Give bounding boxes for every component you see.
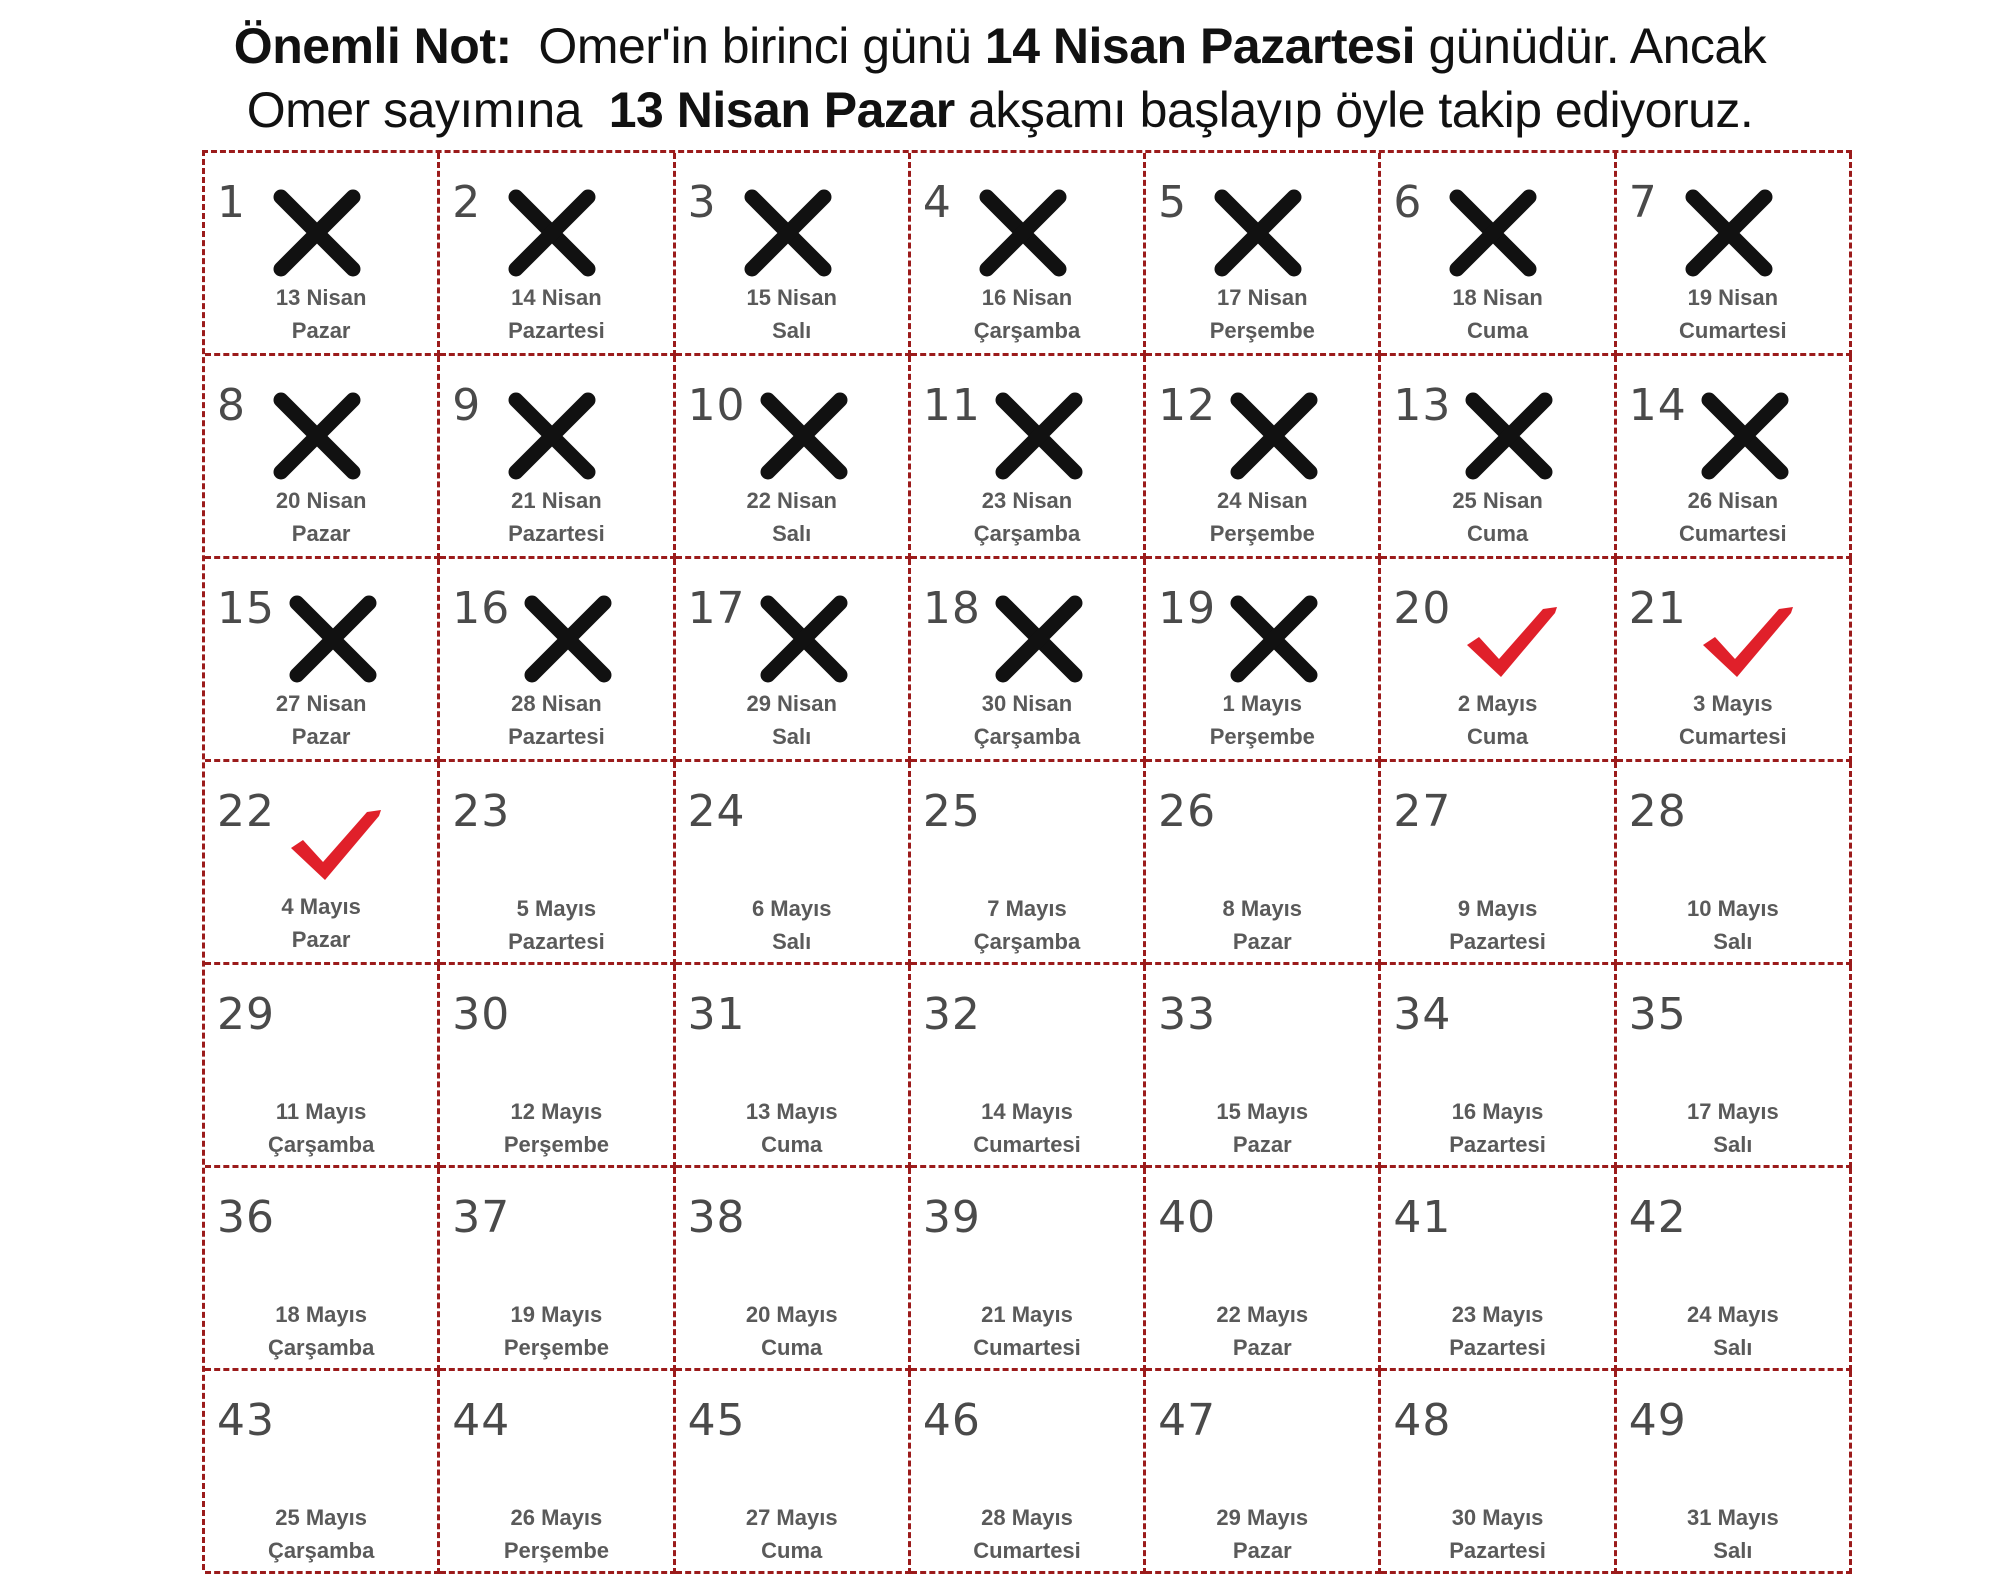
day-number: 5 (1158, 177, 1188, 228)
important-note (0, 14, 2000, 142)
date-label: 29 Nisan (746, 691, 837, 716)
check-mark-icon (283, 788, 383, 888)
weekday-label: Salı (772, 724, 812, 749)
date-label: 18 Nisan (1452, 285, 1543, 310)
date-label: 15 Nisan (746, 285, 837, 310)
day-number: 8 (217, 380, 246, 431)
date-label: 17 Mayıs (1686, 1099, 1779, 1124)
date-label: 10 Mayıs (1686, 896, 1779, 921)
date-label: 26 Nisan (1687, 488, 1779, 513)
date-label: 23 Nisan (981, 488, 1073, 513)
weekday-label: Perşembe (1209, 724, 1315, 749)
day-number: 37 (452, 1192, 511, 1243)
date-label: 13 Nisan (275, 285, 367, 310)
date-label: 17 Nisan (1217, 285, 1308, 310)
cross-mark-icon (1695, 386, 1795, 486)
day-date (440, 1298, 672, 1364)
day-number: 49 (1628, 1395, 1687, 1446)
day-number: 12 (1158, 380, 1217, 431)
day-date (1381, 1298, 1613, 1364)
omer-day-cell (676, 1371, 911, 1574)
day-number: 14 (1628, 380, 1687, 431)
day-date (1146, 1298, 1378, 1364)
date-label: 24 Mayıs (1686, 1302, 1779, 1327)
day-number: 21 (1628, 583, 1687, 634)
day-date (1381, 281, 1613, 347)
omer-day-cell (676, 356, 911, 559)
weekday-label: Salı (1713, 929, 1753, 954)
weekday-label: Cumartesi (1679, 521, 1787, 546)
date-label: 22 Mayıs (1216, 1302, 1309, 1327)
day-date (1381, 1501, 1613, 1567)
cross-mark-icon (989, 386, 1089, 486)
day-number: 46 (922, 1395, 981, 1446)
weekday-label: Pazartesi (508, 318, 605, 343)
omer-day-cell (1617, 965, 1852, 1168)
omer-day-cell (1617, 559, 1852, 762)
weekday-label: Çarşamba (267, 1132, 375, 1157)
note-label: Önemli Not: (233, 18, 512, 74)
weekday-label: Pazartesi (1449, 1538, 1546, 1563)
note-line1-bold: 14 Nisan Pazartesi (984, 18, 1416, 74)
weekday-label: Pazar (1232, 1538, 1292, 1563)
date-label: 4 Mayıs (281, 894, 361, 919)
day-date (676, 1298, 908, 1364)
omer-day-cell (1381, 1168, 1616, 1371)
date-label: 18 Mayıs (275, 1302, 367, 1327)
day-number: 20 (1393, 583, 1452, 634)
weekday-label: Pazartesi (508, 724, 605, 749)
day-date (1146, 1095, 1378, 1161)
weekday-label: Çarşamba (267, 1335, 375, 1360)
day-date (1146, 892, 1378, 958)
day-number: 45 (687, 1395, 746, 1446)
weekday-label: Salı (772, 521, 812, 546)
day-date (440, 892, 672, 958)
day-number: 16 (452, 583, 511, 634)
cross-mark-icon (973, 183, 1073, 283)
omer-day-cell (911, 1168, 1146, 1371)
weekday-label: Pazartesi (508, 521, 605, 546)
note-line1-text2: günüdür. Ancak (1428, 18, 1767, 74)
cross-mark-icon (267, 386, 367, 486)
date-label: 30 Nisan (981, 691, 1073, 716)
day-date (1146, 1501, 1378, 1567)
omer-day-cell (205, 762, 440, 965)
omer-day-cell (1381, 153, 1616, 356)
omer-day-cell (1381, 762, 1616, 965)
day-date (676, 281, 908, 347)
day-number: 4 (922, 177, 952, 228)
date-label: 7 Mayıs (987, 896, 1067, 921)
weekday-label: Pazar (291, 724, 351, 749)
omer-day-cell (911, 153, 1146, 356)
cross-mark-icon (283, 589, 383, 689)
omer-day-cell (1381, 559, 1616, 762)
date-label: 30 Mayıs (1451, 1505, 1544, 1530)
day-date (911, 1095, 1143, 1161)
day-number: 41 (1393, 1192, 1452, 1243)
day-number: 10 (687, 380, 746, 431)
date-label: 25 Mayıs (275, 1505, 367, 1530)
day-date (911, 687, 1143, 753)
day-date (676, 687, 908, 753)
weekday-label: Cumartesi (1679, 318, 1787, 343)
day-date (1617, 484, 1849, 550)
date-label: 2 Mayıs (1457, 691, 1538, 716)
date-label: 28 Nisan (511, 691, 602, 716)
day-number: 13 (1393, 380, 1452, 431)
day-number: 42 (1628, 1192, 1687, 1243)
day-number: 47 (1158, 1395, 1217, 1446)
day-number: 24 (687, 786, 746, 837)
note-line2-text2: akşamı başlayıp öyle takip ediyoruz. (968, 82, 1754, 138)
note-line-2 (0, 78, 2000, 142)
day-date (205, 484, 437, 550)
omer-day-cell (205, 356, 440, 559)
date-label: 20 Mayıs (745, 1302, 838, 1327)
date-label: 31 Mayıs (1686, 1505, 1779, 1530)
date-label: 14 Mayıs (981, 1099, 1073, 1124)
day-date (1146, 484, 1378, 550)
weekday-label: Pazartesi (1449, 1132, 1546, 1157)
omer-day-cell (1617, 153, 1852, 356)
day-date (676, 892, 908, 958)
date-label: 25 Nisan (1452, 488, 1543, 513)
day-number: 22 (217, 786, 275, 837)
omer-day-cell (676, 965, 911, 1168)
omer-day-cell (1146, 965, 1381, 1168)
day-number: 40 (1158, 1192, 1217, 1243)
weekday-label: Salı (772, 929, 812, 954)
omer-day-cell (1617, 356, 1852, 559)
day-date (911, 1298, 1143, 1364)
cross-mark-icon (1208, 183, 1308, 283)
omer-day-cell (676, 153, 911, 356)
day-date (205, 890, 437, 956)
omer-day-cell (205, 153, 440, 356)
date-label: 19 Mayıs (510, 1302, 603, 1327)
date-label: 8 Mayıs (1222, 896, 1303, 921)
day-date (440, 1501, 672, 1567)
day-date (440, 484, 672, 550)
omer-day-cell (1146, 559, 1381, 762)
day-number: 26 (1158, 786, 1217, 837)
day-date (911, 281, 1143, 347)
day-number: 38 (687, 1192, 746, 1243)
omer-day-cell (911, 356, 1146, 559)
date-label: 20 Nisan (275, 488, 367, 513)
day-number: 1 (217, 177, 246, 228)
date-label: 21 Nisan (511, 488, 602, 513)
cross-mark-icon (518, 589, 618, 689)
cross-mark-icon (738, 183, 838, 283)
date-label: 27 Nisan (275, 691, 367, 716)
day-date (205, 1095, 437, 1161)
day-number: 7 (1628, 177, 1658, 228)
day-date (205, 1501, 437, 1567)
weekday-label: Cuma (761, 1538, 823, 1563)
weekday-label: Cumartesi (973, 1538, 1081, 1563)
day-date (911, 892, 1143, 958)
omer-day-cell (205, 1168, 440, 1371)
check-mark-icon (1459, 585, 1559, 685)
day-date (205, 1298, 437, 1364)
weekday-label: Perşembe (503, 1335, 610, 1360)
day-date (440, 1095, 672, 1161)
weekday-label: Cuma (761, 1132, 823, 1157)
day-number: 44 (452, 1395, 511, 1446)
weekday-label: Salı (1713, 1335, 1753, 1360)
date-label: 9 Mayıs (1457, 896, 1538, 921)
weekday-label: Pazartesi (1449, 1335, 1546, 1360)
omer-day-cell (1381, 1371, 1616, 1574)
omer-day-cell (911, 762, 1146, 965)
omer-day-cell (1381, 356, 1616, 559)
date-label: 24 Nisan (1217, 488, 1308, 513)
date-label: 1 Mayıs (1222, 691, 1303, 716)
omer-day-cell (440, 965, 675, 1168)
day-date (1617, 1501, 1849, 1567)
omer-day-cell (911, 1371, 1146, 1574)
date-label: 23 Mayıs (1451, 1302, 1544, 1327)
date-label: 15 Mayıs (1216, 1099, 1309, 1124)
weekday-label: Pazartesi (1449, 929, 1546, 954)
day-number: 3 (687, 177, 717, 228)
day-date (1381, 1095, 1613, 1161)
day-number: 39 (922, 1192, 981, 1243)
omer-day-cell (911, 965, 1146, 1168)
day-number: 32 (922, 989, 981, 1040)
day-date (1617, 687, 1849, 753)
day-number: 15 (217, 583, 275, 634)
omer-day-cell (1146, 1371, 1381, 1574)
day-date (1381, 892, 1613, 958)
weekday-label: Salı (772, 318, 812, 343)
day-number: 17 (687, 583, 746, 634)
cross-mark-icon (502, 386, 602, 486)
weekday-label: Cumartesi (973, 1335, 1081, 1360)
weekday-label: Pazar (291, 927, 351, 952)
day-date (1381, 484, 1613, 550)
day-number: 23 (452, 786, 511, 837)
date-label: 16 Nisan (981, 285, 1073, 310)
weekday-label: Pazartesi (508, 929, 605, 954)
weekday-label: Cuma (1467, 724, 1529, 749)
cross-mark-icon (1224, 386, 1324, 486)
omer-day-cell (1381, 965, 1616, 1168)
date-label: 21 Mayıs (981, 1302, 1073, 1327)
cross-mark-icon (754, 386, 854, 486)
day-date (1617, 1095, 1849, 1161)
day-date (1146, 687, 1378, 753)
omer-day-cell (205, 1371, 440, 1574)
date-label: 13 Mayıs (745, 1099, 838, 1124)
day-number: 27 (1393, 786, 1452, 837)
date-label: 14 Nisan (511, 285, 602, 310)
weekday-label: Çarşamba (973, 929, 1081, 954)
day-date (1617, 281, 1849, 347)
omer-day-cell (676, 559, 911, 762)
day-date (911, 1501, 1143, 1567)
day-date (1146, 281, 1378, 347)
weekday-label: Çarşamba (973, 318, 1081, 343)
note-line2-bold: 13 Nisan Pazar (608, 82, 955, 138)
weekday-label: Pazar (291, 521, 351, 546)
cross-mark-icon (502, 183, 602, 283)
weekday-label: Pazar (1232, 1132, 1292, 1157)
day-number: 18 (922, 583, 981, 634)
day-number: 9 (452, 380, 482, 431)
day-number: 30 (452, 989, 511, 1040)
date-label: 11 Mayıs (275, 1099, 367, 1124)
day-number: 6 (1393, 177, 1423, 228)
day-number: 2 (452, 177, 482, 228)
weekday-label: Pazar (1232, 1335, 1292, 1360)
omer-day-cell (440, 1168, 675, 1371)
omer-day-cell (205, 559, 440, 762)
day-number: 19 (1158, 583, 1217, 634)
weekday-label: Salı (1713, 1538, 1753, 1563)
date-label: 16 Mayıs (1451, 1099, 1544, 1124)
day-date (205, 687, 437, 753)
weekday-label: Cumartesi (973, 1132, 1081, 1157)
day-number: 33 (1158, 989, 1217, 1040)
weekday-label: Çarşamba (267, 1538, 375, 1563)
day-number: 28 (1628, 786, 1687, 837)
omer-calendar-grid (202, 150, 1852, 1570)
weekday-label: Perşembe (1209, 521, 1315, 546)
date-label: 12 Mayıs (510, 1099, 603, 1124)
date-label: 27 Mayıs (745, 1505, 838, 1530)
cross-mark-icon (1459, 386, 1559, 486)
day-number: 48 (1393, 1395, 1452, 1446)
weekday-label: Perşembe (1209, 318, 1315, 343)
omer-day-cell (440, 559, 675, 762)
omer-day-cell (440, 762, 675, 965)
date-label: 29 Mayıs (1216, 1505, 1309, 1530)
cross-mark-icon (1224, 589, 1324, 689)
date-label: 26 Mayıs (510, 1505, 603, 1530)
omer-day-cell (676, 762, 911, 965)
note-line2-text1: Omer sayımına (246, 82, 582, 138)
weekday-label: Pazar (1232, 929, 1292, 954)
day-date (440, 687, 672, 753)
weekday-label: Çarşamba (973, 724, 1081, 749)
weekday-label: Perşembe (503, 1132, 610, 1157)
weekday-label: Cuma (1467, 318, 1529, 343)
day-number: 34 (1393, 989, 1452, 1040)
cross-mark-icon (267, 183, 367, 283)
omer-day-cell (440, 153, 675, 356)
day-date (911, 484, 1143, 550)
omer-day-cell (676, 1168, 911, 1371)
weekday-label: Pazar (291, 318, 351, 343)
day-number: 29 (217, 989, 275, 1040)
date-label: 6 Mayıs (751, 896, 832, 921)
date-label: 28 Mayıs (981, 1505, 1073, 1530)
omer-day-cell (1617, 762, 1852, 965)
date-label: 19 Nisan (1687, 285, 1779, 310)
day-date (1617, 1298, 1849, 1364)
omer-day-cell (1146, 762, 1381, 965)
date-label: 22 Nisan (746, 488, 837, 513)
day-number: 25 (922, 786, 981, 837)
day-date (676, 484, 908, 550)
day-date (676, 1501, 908, 1567)
cross-mark-icon (754, 589, 854, 689)
omer-day-cell (1146, 153, 1381, 356)
omer-day-cell (911, 559, 1146, 762)
omer-day-cell (1617, 1168, 1852, 1371)
cross-mark-icon (989, 589, 1089, 689)
day-number: 35 (1628, 989, 1687, 1040)
note-line1-text1: Omer'in birinci günü (538, 18, 972, 74)
weekday-label: Çarşamba (973, 521, 1081, 546)
date-label: 3 Mayıs (1693, 691, 1773, 716)
weekday-label: Perşembe (503, 1538, 610, 1563)
weekday-label: Salı (1713, 1132, 1753, 1157)
omer-day-cell (205, 965, 440, 1168)
day-date (440, 281, 672, 347)
day-number: 36 (217, 1192, 275, 1243)
weekday-label: Cumartesi (1679, 724, 1787, 749)
day-date (205, 281, 437, 347)
weekday-label: Cuma (761, 1335, 823, 1360)
day-date (1381, 687, 1613, 753)
omer-day-cell (1617, 1371, 1852, 1574)
day-number: 43 (217, 1395, 275, 1446)
note-line-1 (0, 14, 2000, 78)
day-number: 31 (687, 989, 746, 1040)
check-mark-icon (1695, 585, 1795, 685)
day-number: 11 (922, 380, 981, 431)
omer-day-cell (1146, 356, 1381, 559)
day-date (676, 1095, 908, 1161)
cross-mark-icon (1679, 183, 1779, 283)
omer-day-cell (440, 356, 675, 559)
weekday-label: Cuma (1467, 521, 1529, 546)
date-label: 5 Mayıs (516, 896, 597, 921)
omer-day-cell (440, 1371, 675, 1574)
omer-day-cell (1146, 1168, 1381, 1371)
day-date (1617, 892, 1849, 958)
cross-mark-icon (1443, 183, 1543, 283)
